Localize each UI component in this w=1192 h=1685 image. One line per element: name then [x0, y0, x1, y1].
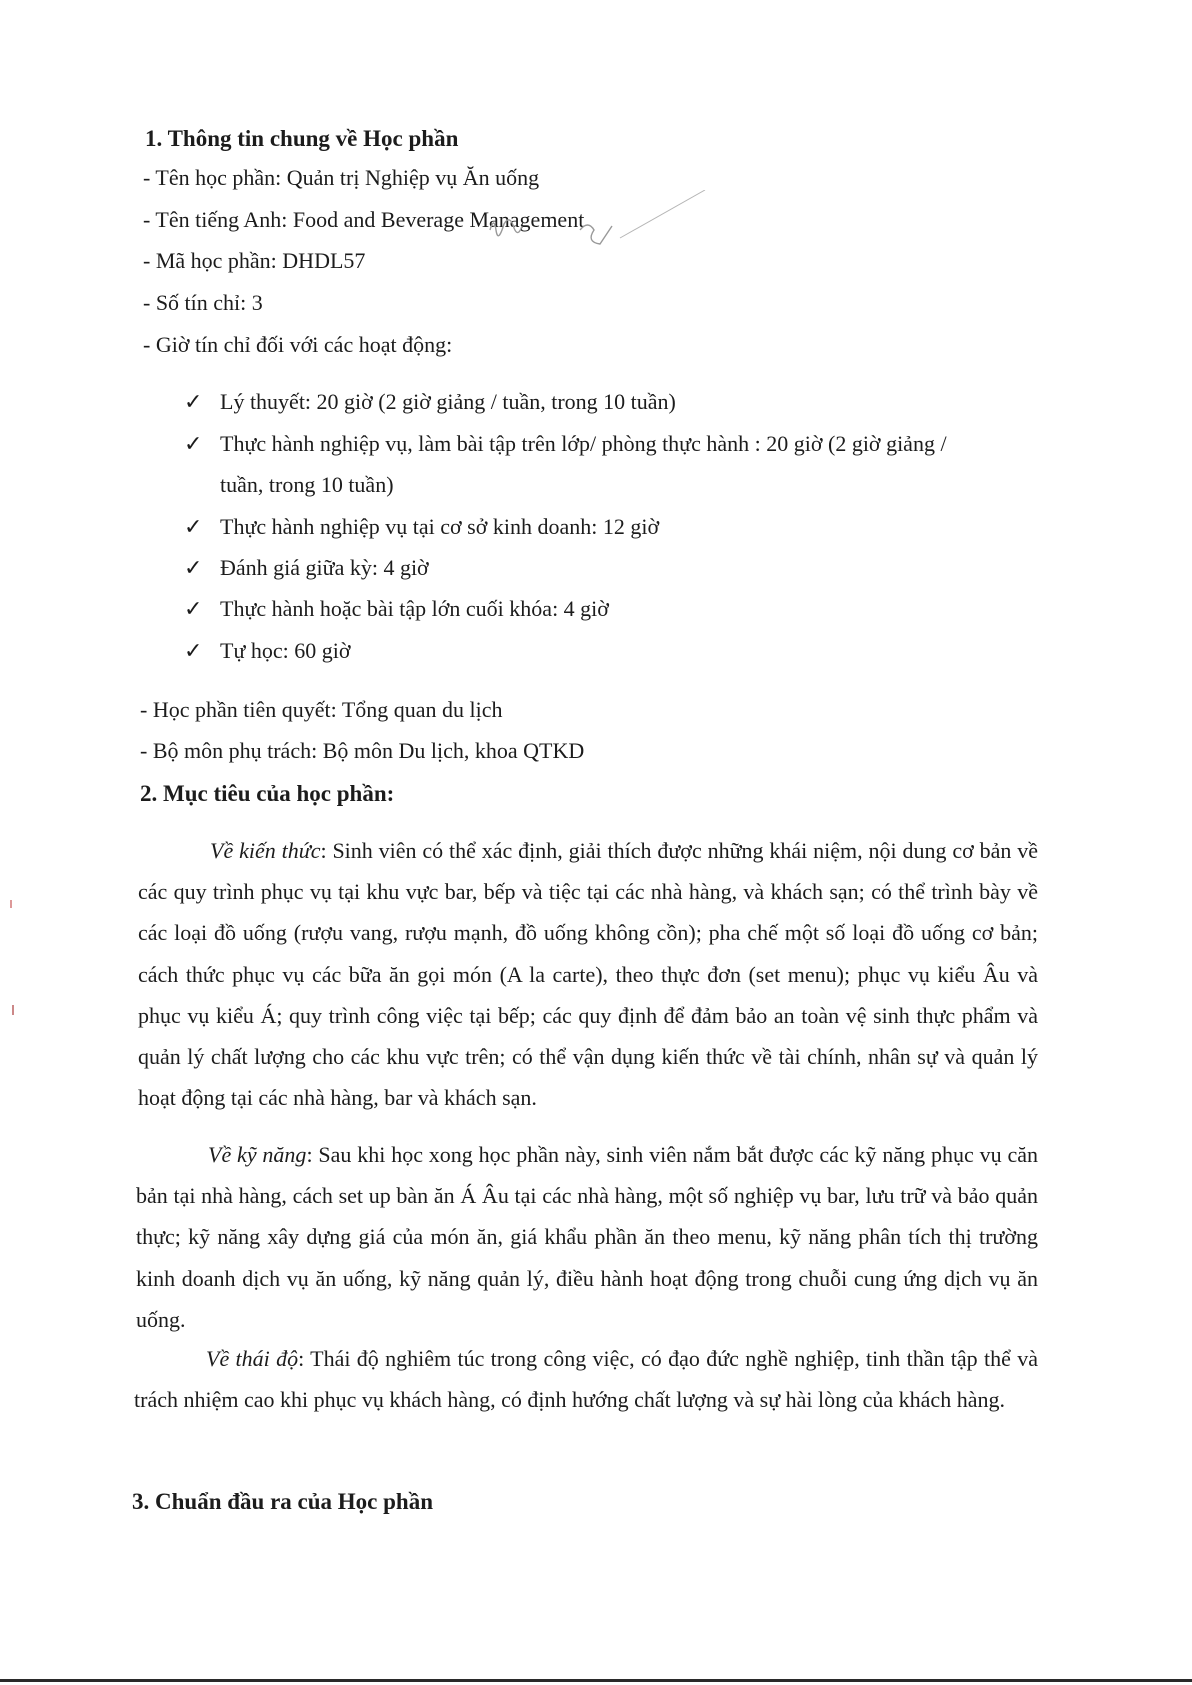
- english-name: - Tên tiếng Anh: Food and Beverage Management: [143, 207, 585, 232]
- check-icon: ✓: [184, 596, 203, 621]
- skills-text: : Sau khi học xong học phần này, sinh viên nắm bắt được các kỹ năng phục vụ căn bản tại nhà hàng, cách set up bàn ăn Á Âu tại các nhà hàng, một số nghiệp vụ bar, lưu trữ và bảo quản thực; kỹ năng xây dựng giá của món ăn, giá khẩu phần ăn theo menu, kỹ năng phân tích thị trường kinh doanh dịch vụ ăn uống, kỹ năng quản lý, điều hành hoạt động trong chuỗi cung ứng dịch vụ ăn uống.: [136, 1142, 1039, 1332]
- check-icon: ✓: [184, 389, 203, 414]
- activity-item: Đánh giá giữa kỳ: 4 giờ: [220, 555, 429, 580]
- check-icon: ✓: [184, 514, 203, 539]
- skills-label: Về kỹ năng: [208, 1142, 307, 1167]
- activity-item: Thực hành hoặc bài tập lớn cuối khóa: 4 giờ: [220, 596, 609, 621]
- check-icon: ✓: [184, 638, 203, 663]
- course-code: - Mã học phần: DHDL57: [143, 248, 366, 273]
- activity-item: Thực hành nghiệp vụ, làm bài tập trên lớp/ phòng thực hành : 20 giờ (2 giờ giảng /: [220, 431, 947, 456]
- scan-mark: [10, 900, 12, 908]
- check-icon: ✓: [184, 431, 203, 456]
- attitude-label: Về thái độ: [206, 1346, 299, 1371]
- knowledge-paragraph: [138, 830, 1038, 1118]
- activity-item: Thực hành nghiệp vụ tại cơ sở kinh doanh: 12 giờ: [220, 514, 660, 539]
- check-icon: ✓: [184, 555, 203, 580]
- course-name: - Tên học phần: Quản trị Nghiệp vụ Ăn uống: [143, 165, 540, 190]
- activity-item-continued: tuần, trong 10 tuần): [220, 472, 394, 497]
- hours-intro: - Giờ tín chỉ đối với các hoạt động:: [143, 332, 453, 357]
- activity-item: Tự học: 60 giờ: [220, 638, 351, 663]
- prerequisite: - Học phần tiên quyết: Tổng quan du lịch: [140, 697, 503, 722]
- section-2-heading: 2. Mục tiêu của học phần:: [140, 781, 395, 806]
- knowledge-label: Về kiến thức: [210, 838, 321, 863]
- credits: - Số tín chỉ: 3: [143, 290, 263, 315]
- section-3-heading: 3. Chuẩn đầu ra của Học phần: [132, 1489, 433, 1514]
- section-1-heading: 1. Thông tin chung về Học phần: [145, 126, 459, 151]
- activity-item: Lý thuyết: 20 giờ (2 giờ giảng / tuần, trong 10 tuần): [220, 389, 676, 414]
- department: - Bộ môn phụ trách: Bộ môn Du lịch, khoa QTKD: [140, 738, 585, 763]
- scan-edge-line: [0, 1679, 1192, 1682]
- scan-mark: [12, 1005, 14, 1015]
- handwritten-annotation: [480, 190, 720, 270]
- attitude-paragraph: [134, 1338, 1038, 1420]
- attitude-text: : Thái độ nghiêm túc trong công việc, có đạo đức nghề nghiệp, tinh thần tập thể và trách nhiệm cao khi phục vụ khách hàng, có định hướng chất lượng và sự hài lòng của khách hàng.: [134, 1346, 1038, 1413]
- knowledge-text: : Sinh viên có thể xác định, giải thích được những khái niệm, nội dung cơ bản về các quy trình phục vụ tại khu vực bar, bếp và tiệc tại các nhà hàng, và khách sạn; có thể trình bày về các loại đồ uống (rượu vang, rượu mạnh, đồ uống không cồn); pha chế một số loại đồ uống cơ bản; cách thức phục vụ các bữa ăn gọi món (A la carte), theo thực đơn (set menu); phục vụ kiểu Âu và phục vụ kiểu Á; quy trình công việc tại bếp; các quy định để đảm bảo an toàn vệ sinh thực phẩm và quản lý chất lượng cho các khu vực trên; có thể vận dụng kiến thức về tài chính, nhân sự và quản lý hoạt động tại các nhà hàng, bar và khách sạn.: [138, 838, 1038, 1111]
- skills-paragraph: [136, 1134, 1038, 1340]
